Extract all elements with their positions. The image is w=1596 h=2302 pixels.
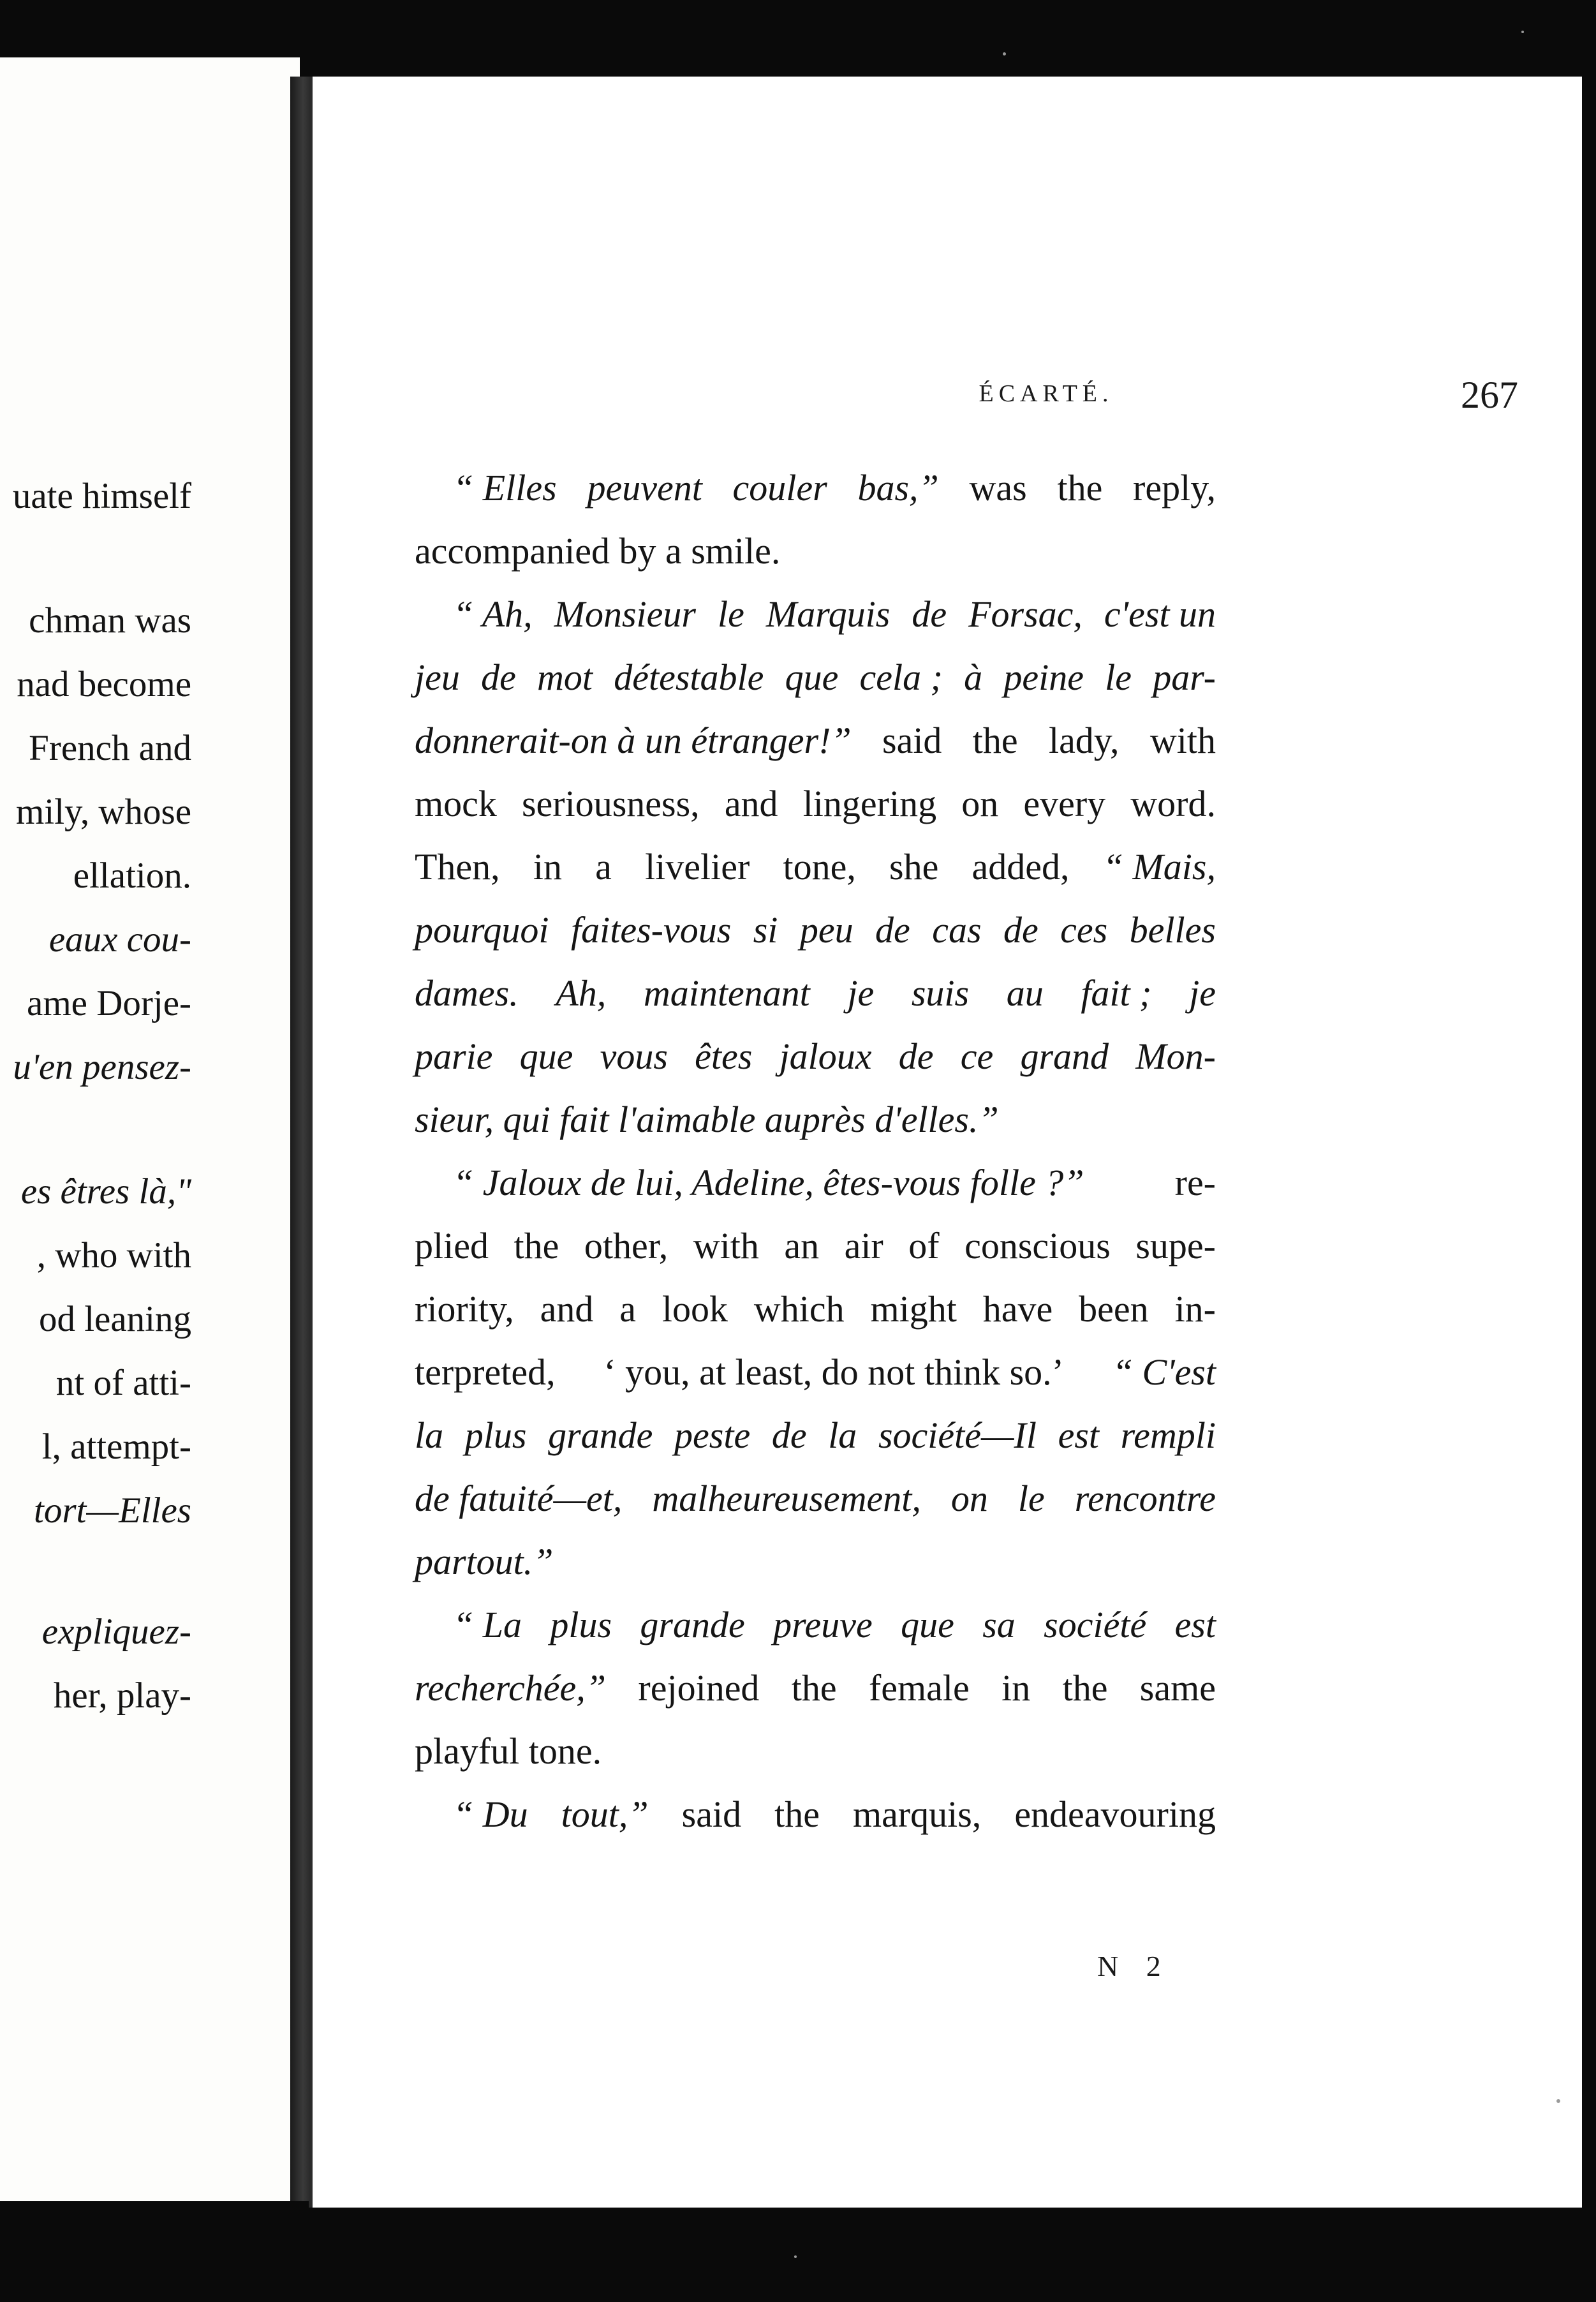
text-word: de bbox=[771, 1415, 807, 1456]
facing-page-line: u'en pensez- bbox=[13, 1047, 191, 1087]
text-word: belles bbox=[1129, 909, 1216, 951]
text-word: an bbox=[784, 1225, 820, 1266]
text-word: Forsac, bbox=[968, 593, 1082, 635]
text-word: au bbox=[1006, 972, 1044, 1014]
text-word: conscious bbox=[964, 1225, 1111, 1266]
text-word: plus bbox=[550, 1604, 612, 1645]
text-word: the bbox=[774, 1793, 820, 1835]
text-word: same bbox=[1139, 1667, 1216, 1709]
text-word: and bbox=[540, 1288, 594, 1330]
facing-page-line: nt of atti- bbox=[55, 1363, 191, 1403]
text-word: and bbox=[724, 783, 778, 824]
text-word: Mon- bbox=[1135, 1036, 1216, 1077]
text-word: been bbox=[1079, 1288, 1149, 1330]
facing-page-line: tort—Elles bbox=[33, 1490, 191, 1531]
text-word: le bbox=[1017, 1478, 1045, 1519]
text-line bbox=[415, 1214, 1216, 1277]
text-word: with bbox=[693, 1225, 759, 1266]
text-word: might bbox=[870, 1288, 957, 1330]
text-word: par- bbox=[1153, 657, 1216, 698]
text-word: donnerait-on à un étranger!” bbox=[415, 720, 852, 761]
text-word: grand bbox=[1020, 1036, 1109, 1077]
body-text bbox=[415, 456, 1216, 1846]
text-line bbox=[415, 1151, 1216, 1214]
text-word: de bbox=[875, 909, 910, 951]
text-word: endeavouring bbox=[1014, 1793, 1216, 1835]
text-line bbox=[415, 1783, 1216, 1846]
text-word: rejoined bbox=[638, 1667, 760, 1709]
text-word: have bbox=[982, 1288, 1053, 1330]
text-word: every bbox=[1023, 783, 1106, 824]
text-word: re- bbox=[1174, 1162, 1216, 1203]
text-word: with bbox=[1149, 720, 1216, 761]
text-word: tone, bbox=[783, 846, 856, 887]
text-word: on bbox=[961, 783, 999, 824]
text-word: word. bbox=[1130, 783, 1216, 824]
text-word: “ Ah, bbox=[453, 593, 533, 635]
text-word: on bbox=[950, 1478, 988, 1519]
text-word: peu bbox=[799, 909, 853, 951]
text-line bbox=[415, 646, 1216, 709]
text-word: pourquoi bbox=[415, 909, 549, 951]
text-word: que bbox=[519, 1036, 573, 1077]
text-word: sieur, qui fait l'aimable auprès d'elles.” bbox=[415, 1099, 999, 1140]
text-line bbox=[415, 1340, 1216, 1404]
text-word: ce bbox=[960, 1036, 994, 1077]
text-word: de bbox=[481, 657, 516, 698]
text-word: she bbox=[889, 846, 939, 887]
text-word: bas,” bbox=[857, 467, 939, 509]
text-word: couler bbox=[732, 467, 827, 509]
text-line bbox=[415, 1593, 1216, 1656]
text-word: dames. bbox=[415, 972, 519, 1014]
text-word: plus bbox=[464, 1415, 527, 1456]
text-word: the bbox=[1057, 467, 1103, 509]
text-word: Then, bbox=[415, 846, 500, 887]
text-word: the bbox=[1062, 1667, 1108, 1709]
text-word: in bbox=[533, 846, 562, 887]
text-word: société bbox=[1044, 1604, 1147, 1645]
page-number: 267 bbox=[1461, 374, 1518, 416]
text-word: peste bbox=[674, 1415, 751, 1456]
text-word: look bbox=[661, 1288, 728, 1330]
text-line bbox=[415, 772, 1216, 835]
text-word: de bbox=[912, 593, 947, 635]
text-word: seriousness, bbox=[521, 783, 700, 824]
facing-page-left bbox=[0, 57, 300, 2201]
text-word: si bbox=[753, 909, 778, 951]
text-word: rempli bbox=[1120, 1415, 1216, 1456]
text-word: supe- bbox=[1135, 1225, 1216, 1266]
facing-page-line: nad become bbox=[17, 664, 191, 704]
text-word: Ah, bbox=[556, 972, 607, 1014]
text-word: a bbox=[619, 1288, 636, 1330]
text-word: est bbox=[1174, 1604, 1216, 1645]
text-word: à bbox=[964, 657, 983, 698]
text-word: tout,” bbox=[561, 1793, 649, 1835]
text-word: lingering bbox=[802, 783, 937, 824]
text-word: cela ; bbox=[859, 657, 943, 698]
text-word: rencontre bbox=[1074, 1478, 1216, 1519]
text-word: female bbox=[868, 1667, 970, 1709]
text-word: parie bbox=[415, 1036, 493, 1077]
text-word: “ Jaloux de lui, Adeline, êtes-vous folle ?” bbox=[453, 1162, 1084, 1203]
text-line bbox=[415, 1404, 1216, 1467]
text-word: accompanied by a smile. bbox=[415, 530, 781, 572]
text-word: grande bbox=[548, 1415, 653, 1456]
text-word: reply, bbox=[1133, 467, 1216, 509]
page-header bbox=[313, 374, 1582, 437]
text-word: vous bbox=[600, 1036, 668, 1077]
text-word: jaloux bbox=[779, 1036, 872, 1077]
text-line bbox=[415, 898, 1216, 962]
text-word: plied bbox=[415, 1225, 489, 1266]
facing-page-line: uate himself bbox=[12, 476, 191, 516]
text-word: suis bbox=[911, 972, 970, 1014]
text-word: partout.” bbox=[415, 1541, 554, 1582]
text-word: peuvent bbox=[587, 467, 702, 509]
text-word: que bbox=[901, 1604, 954, 1645]
text-word: ‘ you, at least, do not think so.’ bbox=[603, 1351, 1064, 1393]
text-line bbox=[415, 709, 1216, 772]
book-page-267 bbox=[313, 77, 1582, 2208]
text-word: “ La bbox=[453, 1604, 522, 1645]
scan-speck bbox=[794, 2255, 797, 2258]
text-word: air bbox=[844, 1225, 883, 1266]
text-line bbox=[415, 1656, 1216, 1719]
text-word: je bbox=[1189, 972, 1216, 1014]
text-word: c'est un bbox=[1104, 593, 1216, 635]
text-word: Monsieur bbox=[554, 593, 696, 635]
facing-page-line: mily, whose bbox=[16, 792, 191, 832]
text-word: faites-vous bbox=[570, 909, 732, 951]
text-word: said bbox=[681, 1793, 742, 1835]
text-word: playful tone. bbox=[415, 1730, 602, 1772]
facing-page-line: expliquez- bbox=[41, 1612, 191, 1652]
text-word: the bbox=[791, 1667, 837, 1709]
facing-page-line: eaux cou- bbox=[48, 919, 191, 960]
scan-speck bbox=[1556, 2099, 1560, 2103]
text-word: de bbox=[898, 1036, 934, 1077]
facing-page-line: ellation. bbox=[73, 856, 191, 896]
text-word: ces bbox=[1060, 909, 1108, 951]
facing-page-line: , who with bbox=[36, 1235, 191, 1275]
text-word: the bbox=[972, 720, 1018, 761]
text-word: in- bbox=[1174, 1288, 1216, 1330]
text-word: “ C'est bbox=[1112, 1351, 1216, 1393]
text-line bbox=[415, 1530, 1216, 1593]
text-word: “ Mais, bbox=[1102, 846, 1216, 887]
text-word: maintenant bbox=[643, 972, 810, 1014]
text-word: de bbox=[1003, 909, 1038, 951]
text-word: riority, bbox=[415, 1288, 514, 1330]
text-word: jeu bbox=[415, 657, 460, 698]
text-word: la bbox=[828, 1415, 857, 1456]
text-word: mot bbox=[537, 657, 593, 698]
text-line bbox=[415, 835, 1216, 898]
text-line bbox=[415, 1088, 1216, 1151]
signature-mark: N 2 bbox=[1097, 1950, 1171, 1982]
text-word: lady, bbox=[1048, 720, 1119, 761]
running-head: ÉCARTÉ. bbox=[979, 380, 1114, 407]
scan-speck bbox=[1003, 52, 1006, 56]
text-word: le bbox=[1105, 657, 1132, 698]
text-line bbox=[415, 962, 1216, 1025]
text-word: which bbox=[753, 1288, 845, 1330]
text-line bbox=[415, 1277, 1216, 1340]
text-word: “ Elles bbox=[453, 467, 557, 509]
text-word: other, bbox=[584, 1225, 669, 1266]
text-line bbox=[415, 519, 1216, 583]
text-word: de fatuité—et, bbox=[415, 1478, 623, 1519]
facing-page-line: es êtres là," bbox=[20, 1171, 191, 1212]
text-word: cas bbox=[932, 909, 982, 951]
facing-page-line: French and bbox=[29, 728, 191, 768]
text-word: peine bbox=[1003, 657, 1084, 698]
text-word: détestable bbox=[614, 657, 764, 698]
text-word: marquis, bbox=[852, 1793, 982, 1835]
text-word: was bbox=[969, 467, 1027, 509]
text-word: said bbox=[882, 720, 942, 761]
text-line bbox=[415, 583, 1216, 646]
text-word: terpreted, bbox=[415, 1351, 556, 1393]
text-word: que bbox=[785, 657, 839, 698]
text-word: est bbox=[1058, 1415, 1100, 1456]
facing-page-line: ame Dorje- bbox=[27, 983, 191, 1023]
facing-page-line: chman was bbox=[29, 600, 191, 641]
text-word: a bbox=[595, 846, 612, 887]
text-word: preuve bbox=[773, 1604, 873, 1645]
text-word: of bbox=[908, 1225, 940, 1266]
text-word: Marquis bbox=[765, 593, 890, 635]
text-word: le bbox=[718, 593, 744, 635]
text-word: malheureusement, bbox=[652, 1478, 921, 1519]
text-word: “ Du bbox=[453, 1793, 528, 1835]
text-word: added, bbox=[972, 846, 1070, 887]
text-word: êtes bbox=[695, 1036, 753, 1077]
text-word: in bbox=[1001, 1667, 1031, 1709]
text-word: grande bbox=[640, 1604, 745, 1645]
text-word: sa bbox=[982, 1604, 1016, 1645]
facing-page-line: od leaning bbox=[38, 1299, 191, 1339]
text-word: mock bbox=[415, 783, 497, 824]
text-word: la bbox=[415, 1415, 444, 1456]
text-word: je bbox=[847, 972, 875, 1014]
text-line bbox=[415, 456, 1216, 519]
text-word: société—Il bbox=[878, 1415, 1037, 1456]
text-line bbox=[415, 1467, 1216, 1530]
text-line bbox=[415, 1025, 1216, 1088]
text-word: recherchée,” bbox=[415, 1667, 607, 1709]
text-word: fait ; bbox=[1081, 972, 1152, 1014]
scan-speck bbox=[1521, 31, 1524, 33]
facing-page-line: l, attempt- bbox=[41, 1427, 191, 1467]
text-word: livelier bbox=[645, 846, 750, 887]
text-word: the bbox=[514, 1225, 559, 1266]
facing-page-line: her, play- bbox=[53, 1675, 191, 1716]
text-line bbox=[415, 1719, 1216, 1783]
